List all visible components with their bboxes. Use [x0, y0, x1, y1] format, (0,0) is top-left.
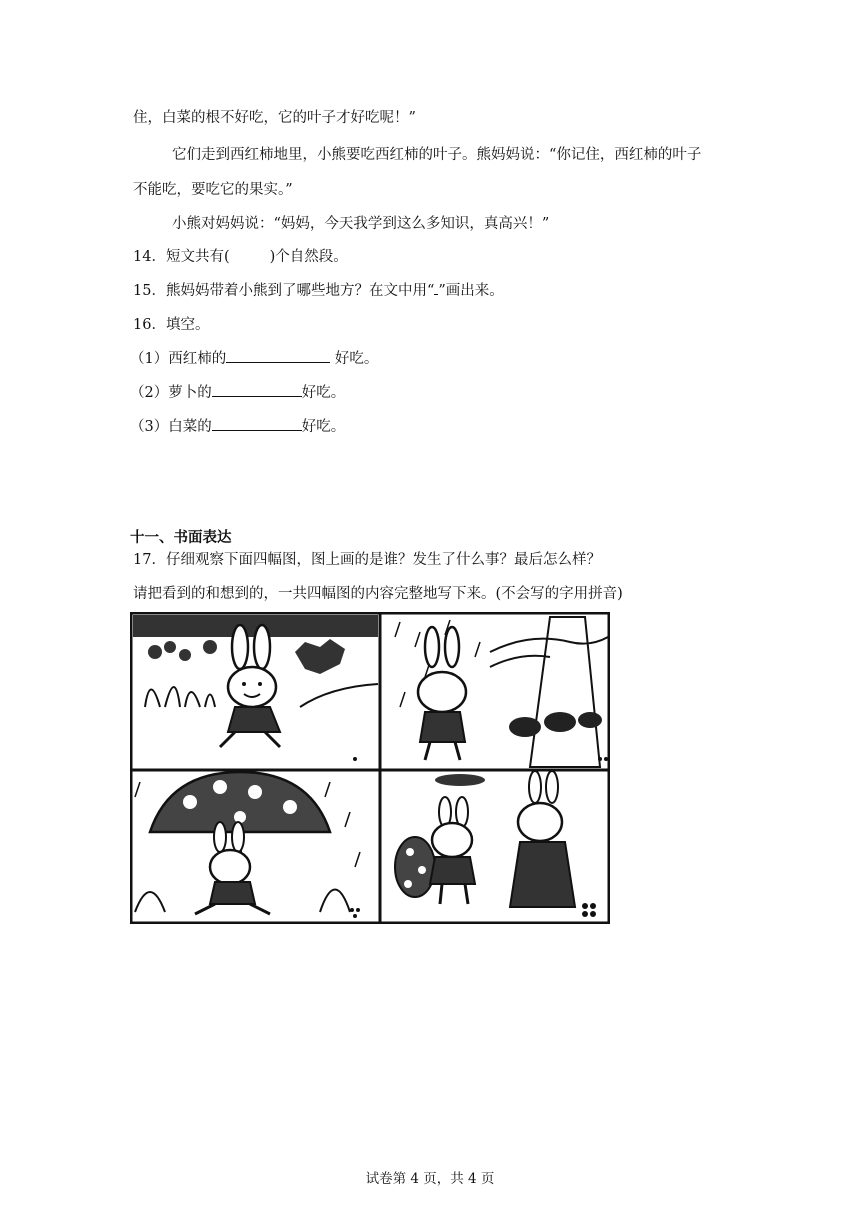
question-16: 16．填空。	[133, 317, 210, 333]
answer-blank[interactable]	[226, 348, 330, 363]
answer-blank[interactable]	[212, 382, 302, 397]
answer-blank[interactable]	[212, 416, 302, 431]
question-17-line: 17．仔细观察下面四幅图，图上画的是谁？发生了什么事？最后怎么样？	[133, 552, 601, 568]
question-16-1	[130, 348, 378, 369]
question-14	[133, 247, 348, 267]
question-text: （2）萝卜的	[130, 385, 212, 401]
page-footer: 试卷第 4 页，共 4 页	[365, 1171, 495, 1187]
story-line: 住，白菜的根不好吃，它的叶子才好吃呢！”	[133, 110, 416, 126]
four-panel-comic	[130, 612, 610, 924]
story-line: 小熊对妈妈说：“妈妈，今天我学到这么多知识，真高兴！”	[172, 216, 550, 232]
question-text: 好吃。	[301, 385, 346, 401]
question-15	[133, 281, 504, 301]
question-text: )个自然段。	[269, 249, 348, 265]
question-16-2	[130, 382, 345, 403]
question-text: 好吃。	[330, 351, 379, 367]
question-16-3	[130, 416, 345, 437]
question-text: 好吃。	[301, 419, 346, 435]
story-line: 不能吃，要吃它的果实。”	[133, 182, 293, 198]
question-text: ”画出来。	[438, 283, 504, 299]
question-17-line: 请把看到的和想到的，一共四幅图的内容完整地写下来。(不会写的字用拼音)	[133, 586, 623, 602]
question-text: 14．短文共有(	[133, 249, 230, 265]
question-text: （1）西红柿的	[130, 351, 227, 367]
section-title: 十一、书面表达	[130, 530, 232, 546]
question-text: （3）白菜的	[130, 419, 212, 435]
question-text: 15．熊妈妈带着小熊到了哪些地方？在文中用“	[133, 283, 435, 299]
story-line: 它们走到西红柿地里，小熊要吃西红柿的叶子。熊妈妈说：“你记住，西红柿的叶子	[172, 147, 702, 163]
